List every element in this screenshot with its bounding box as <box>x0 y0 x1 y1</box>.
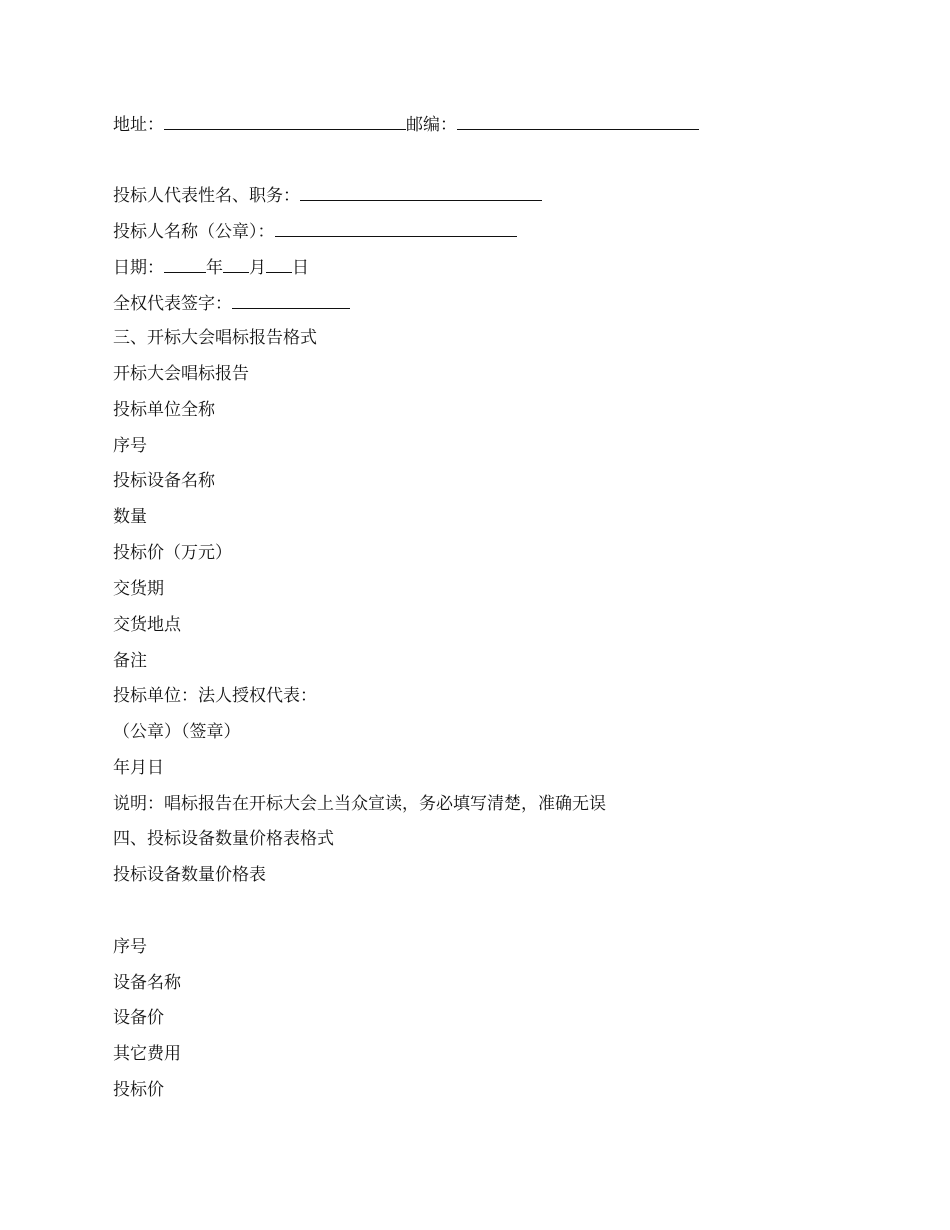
section4-field: 设备名称 <box>113 973 181 993</box>
address-line <box>113 113 699 136</box>
bidder-name-label: 投标人名称（公章）： <box>113 222 275 242</box>
section3-field: 交货地点 <box>113 615 181 635</box>
rep-name-blank <box>300 184 542 201</box>
section3-field: 投标单位全称 <box>113 400 215 420</box>
bidder-name-blank <box>275 220 517 237</box>
ymd-line: 年月日 <box>113 758 164 778</box>
date-month-text: 月 <box>249 258 266 278</box>
date-year-text: 年 <box>206 258 223 278</box>
date-line <box>113 256 309 279</box>
section3-field: 数量 <box>113 507 147 527</box>
section3-subtitle: 开标大会唱标报告 <box>113 364 249 384</box>
section3-field: 序号 <box>113 436 147 456</box>
postcode-blank <box>457 113 699 130</box>
postcode-label: 邮编： <box>406 115 457 135</box>
signoff-line: 投标单位：法人授权代表： <box>113 686 317 706</box>
address-blank <box>164 113 406 130</box>
signature-line <box>113 292 350 315</box>
section4-field: 其它费用 <box>113 1044 181 1064</box>
section4-field: 设备价 <box>113 1008 164 1028</box>
section3-field: 备注 <box>113 651 147 671</box>
note-line: 说明：唱标报告在开标大会上当众宣读，务必填写清楚，准确无误 <box>113 794 606 814</box>
date-day-text: 日 <box>292 258 309 278</box>
date-day-blank <box>266 256 292 273</box>
date-label: 日期： <box>113 258 164 278</box>
signature-blank <box>232 292 350 309</box>
seal-line: （公章）（签章） <box>113 722 241 742</box>
address-label: 地址： <box>113 115 164 135</box>
section4-subtitle: 投标设备数量价格表 <box>113 865 266 885</box>
date-year-blank <box>164 256 206 273</box>
section3-field: 投标设备名称 <box>113 471 215 491</box>
rep-name-line <box>113 184 542 207</box>
section3-field: 投标价（万元） <box>113 543 232 563</box>
bidder-name-line <box>113 220 517 243</box>
section4-field: 序号 <box>113 937 147 957</box>
section3-field: 交货期 <box>113 579 164 599</box>
section4-title: 四、投标设备数量价格表格式 <box>113 829 334 849</box>
rep-name-label: 投标人代表性名、职务： <box>113 186 300 206</box>
section3-title: 三、开标大会唱标报告格式 <box>113 328 317 348</box>
date-month-blank <box>223 256 249 273</box>
section4-field: 投标价 <box>113 1080 164 1100</box>
signature-label: 全权代表签字： <box>113 294 232 314</box>
